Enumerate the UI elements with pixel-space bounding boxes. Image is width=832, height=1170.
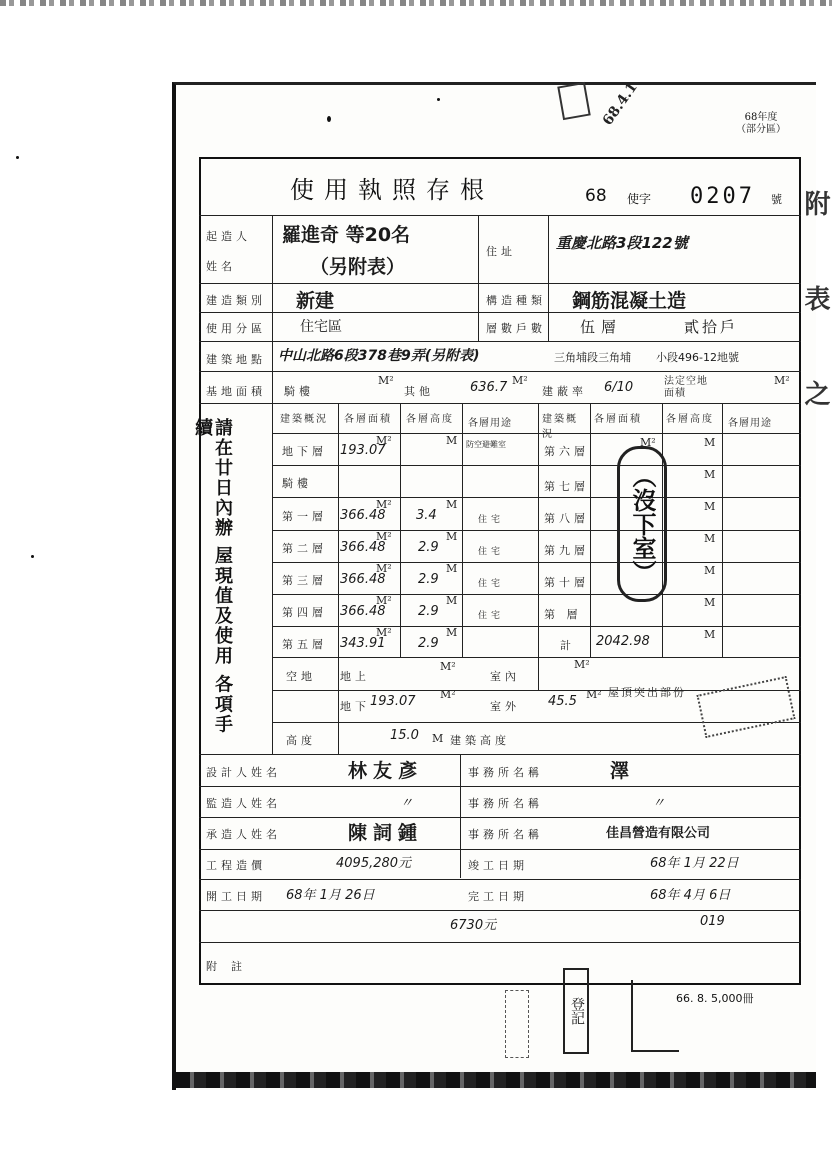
registration-stamp: 登記 bbox=[563, 968, 589, 1054]
diagonal-date-stamp: 68.4.1 bbox=[599, 79, 641, 129]
header-use-right: 各層用途 bbox=[728, 418, 772, 429]
eave-label: 建築高度 bbox=[450, 734, 510, 747]
start-label: 開工日期 bbox=[206, 890, 266, 903]
side-handwritten-note: 請在廿日內辦 屋現值及使用 各項手續 bbox=[192, 418, 233, 735]
name-label: 姓名 bbox=[206, 260, 236, 273]
scan-speck bbox=[327, 116, 331, 122]
corner-stamp bbox=[557, 82, 590, 120]
height-label: 高度 bbox=[286, 734, 316, 747]
unit-label: M² bbox=[376, 498, 392, 511]
roof-label: 屋頂突出部份 bbox=[608, 686, 686, 699]
serial-number: 0207 bbox=[690, 184, 755, 209]
unit-label: M bbox=[446, 530, 458, 543]
location-label: 建築地點 bbox=[206, 353, 266, 366]
address-value: 重慶北路3段122號 bbox=[556, 234, 688, 252]
right-margin-text: 附 表 之 bbox=[800, 190, 830, 437]
building-type-label: 建造類別 bbox=[206, 294, 266, 307]
other-value: 636.7 bbox=[470, 380, 508, 395]
start-value: 68年 1月 26日 bbox=[286, 888, 375, 903]
finish-value: 68年 4月 6日 bbox=[650, 888, 731, 903]
permit-label: 工程造價 bbox=[206, 859, 266, 872]
row-line bbox=[199, 817, 801, 818]
row-line bbox=[199, 849, 801, 850]
row-label-7f: 第七層 bbox=[544, 480, 589, 493]
row-line bbox=[199, 879, 801, 880]
unit-label: M² bbox=[376, 562, 392, 575]
top-right-stamp bbox=[720, 112, 802, 152]
row-line bbox=[199, 215, 801, 216]
row-label-9f: 第九層 bbox=[544, 544, 589, 557]
openspace-label: 空地 bbox=[286, 670, 316, 683]
location-value: 中山北路6段378巷9弄(另附表) bbox=[278, 348, 480, 364]
designer-value: 林友彥 bbox=[348, 760, 424, 782]
contractor-value: 陳詞鍾 bbox=[348, 822, 424, 844]
unit-label: M² bbox=[376, 594, 392, 607]
col-line bbox=[722, 403, 723, 658]
row-area-1f: 366.48 bbox=[340, 508, 386, 523]
underground-label: 地下 bbox=[340, 700, 370, 713]
unit-label: M² bbox=[640, 436, 656, 449]
col-line bbox=[462, 403, 463, 658]
row-line bbox=[199, 312, 801, 313]
col-line bbox=[400, 403, 401, 658]
header-height: 各層高度 bbox=[406, 414, 454, 425]
license-value: 澤 bbox=[610, 760, 630, 782]
scan-speck bbox=[437, 98, 440, 101]
floors-label: 層數戶數 bbox=[486, 322, 546, 335]
row-line bbox=[199, 403, 801, 404]
unit-label: M² bbox=[376, 530, 392, 543]
row-height-4f: 2.9 bbox=[418, 604, 439, 619]
unit-label: M² bbox=[440, 660, 456, 673]
supervisor-ditto: 〃 bbox=[400, 796, 414, 811]
form-title: 使用執照存根 bbox=[290, 176, 494, 204]
row-height-3f: 2.9 bbox=[418, 572, 439, 587]
top-stamp-line2: （部分區） bbox=[736, 124, 786, 135]
row-line bbox=[199, 283, 801, 284]
row-label-8f: 第八層 bbox=[544, 512, 589, 525]
unit-label: M² bbox=[774, 374, 790, 387]
row-use-3f: 住宅 bbox=[478, 579, 505, 589]
location-section: 三角埔段三角埔 bbox=[554, 351, 631, 364]
supervisor-office-label: 事務所名稱 bbox=[468, 797, 543, 810]
underground-value: 193.07 bbox=[370, 694, 416, 709]
fee-note: 019 bbox=[700, 914, 725, 929]
row-use-4f: 住宅 bbox=[478, 611, 505, 621]
aboveground-label: 地上 bbox=[340, 670, 370, 683]
contractor-label: 承造人姓名 bbox=[206, 828, 281, 841]
row-label-basement: 地下層 bbox=[282, 445, 327, 458]
serial-suffix: 號 bbox=[771, 193, 782, 206]
scan-bottom-edge bbox=[176, 1072, 816, 1088]
header-overview-right: 建築概況 bbox=[542, 414, 578, 440]
col-line bbox=[272, 215, 273, 754]
printer-note: 66. 8. 5,000冊 bbox=[676, 992, 754, 1005]
total-value: 2042.98 bbox=[596, 634, 650, 649]
form-notch bbox=[631, 980, 679, 1052]
col-line bbox=[338, 403, 339, 754]
header-area-right: 各層面積 bbox=[594, 414, 642, 425]
col-line bbox=[460, 754, 461, 878]
height-value: 15.0 bbox=[390, 728, 419, 743]
zone-value: 住宅區 bbox=[300, 319, 342, 335]
row-line bbox=[199, 754, 801, 755]
row-line bbox=[199, 341, 801, 342]
row-line bbox=[199, 942, 801, 943]
unit-label: M² bbox=[376, 626, 392, 639]
row-label-2f: 第二層 bbox=[282, 542, 327, 555]
unit-label: M bbox=[446, 434, 458, 447]
row-line bbox=[199, 910, 801, 911]
applicant-label: 起造人 bbox=[206, 230, 251, 243]
row-label-arcade: 騎樓 bbox=[282, 477, 312, 490]
row-line bbox=[199, 371, 801, 372]
row-label-4f: 第四層 bbox=[282, 606, 327, 619]
faint-stamp bbox=[505, 990, 529, 1058]
height-unit: M bbox=[432, 732, 448, 745]
zone-label: 使用分區 bbox=[206, 322, 266, 335]
applicant-value: 羅進奇 等20名 bbox=[282, 224, 411, 246]
col-line bbox=[548, 215, 549, 341]
arcade-label: 騎樓 bbox=[284, 385, 314, 398]
contractor-office-value: 佳昌營造有限公司 bbox=[606, 826, 711, 841]
unit-label: M bbox=[704, 628, 716, 641]
unit-label: M bbox=[446, 498, 458, 511]
unit-label: M bbox=[446, 594, 458, 607]
row-height-2f: 2.9 bbox=[418, 540, 439, 555]
coverage-value: 6/10 bbox=[604, 380, 634, 395]
unit-label: M² bbox=[586, 688, 602, 701]
top-stamp-line1: 68年度 bbox=[744, 112, 778, 123]
designer-label: 設計人姓名 bbox=[206, 766, 281, 779]
units-value: 貳拾戶 bbox=[684, 318, 739, 336]
completion-label: 竣工日期 bbox=[468, 859, 528, 872]
row-label-1f: 第一層 bbox=[282, 510, 327, 523]
unit-label: M bbox=[704, 468, 716, 481]
outdoor-label: 室外 bbox=[490, 700, 520, 713]
other-label: 其他 bbox=[404, 385, 434, 398]
finish-label: 完工日期 bbox=[468, 890, 528, 903]
header-overview: 建築概況 bbox=[280, 414, 328, 425]
row-label-3f: 第三層 bbox=[282, 574, 327, 587]
unit-label: M bbox=[704, 436, 716, 449]
building-type-value: 新建 bbox=[296, 290, 335, 312]
row-area-5f: 343.91 bbox=[340, 636, 386, 651]
header-area: 各層面積 bbox=[344, 414, 392, 425]
address-label: 住址 bbox=[486, 245, 516, 258]
unit-label: M² bbox=[376, 434, 392, 447]
row-line bbox=[199, 786, 801, 787]
supervisor-office-ditto: 〃 bbox=[652, 796, 666, 811]
unit-label: M bbox=[704, 500, 716, 513]
row-use-2f: 住宅 bbox=[478, 547, 505, 557]
floors-value: 伍層 bbox=[580, 318, 623, 336]
indoor-label: 室內 bbox=[490, 670, 520, 683]
contractor-office-label: 事務所名稱 bbox=[468, 828, 543, 841]
serial-prefix: 68 bbox=[585, 186, 607, 206]
unit-label: M bbox=[446, 562, 458, 575]
scan-edge bbox=[0, 0, 832, 6]
license-label: 事務所名稱 bbox=[468, 766, 543, 779]
remarks-label: 附註 bbox=[206, 960, 256, 973]
row-label-10f: 第十層 bbox=[544, 576, 589, 589]
fee-value: 6730元 bbox=[450, 918, 497, 933]
unit-label: M² bbox=[512, 374, 528, 387]
col-line bbox=[590, 403, 591, 658]
underground-stamp: （沒下室） bbox=[617, 446, 667, 602]
structure-value: 鋼筋混凝土造 bbox=[572, 290, 687, 312]
row-label-6f: 第六層 bbox=[544, 445, 589, 458]
col-line bbox=[478, 215, 479, 341]
header-height-right: 各層高度 bbox=[666, 414, 714, 425]
site-area-label: 基地面積 bbox=[206, 385, 266, 398]
outdoor-value: 45.5 bbox=[548, 694, 577, 709]
unit-label: M² bbox=[574, 658, 590, 671]
row-height-1f: 3.4 bbox=[416, 508, 437, 523]
header-use: 各層用途 bbox=[468, 418, 512, 429]
row-use-1f: 住宅 bbox=[478, 515, 505, 525]
total-label: 計 bbox=[560, 639, 575, 652]
unit-label: M bbox=[446, 626, 458, 639]
scan-speck bbox=[16, 156, 19, 159]
legal-open-label: 法定空地面積 bbox=[664, 376, 708, 399]
permit-value: 4095,280元 bbox=[336, 856, 412, 871]
applicant-note: （另附表） bbox=[310, 256, 406, 278]
scan-speck bbox=[31, 555, 34, 558]
unit-label: M bbox=[704, 564, 716, 577]
row-use-basement: 防空避難室 bbox=[466, 440, 506, 449]
supervisor-label: 監造人姓名 bbox=[206, 797, 281, 810]
col-line bbox=[538, 403, 539, 690]
row-area-2f: 366.48 bbox=[340, 540, 386, 555]
unit-label: M bbox=[704, 532, 716, 545]
row-area-basement: 193.07 bbox=[340, 443, 386, 458]
serial-char: 使字 bbox=[627, 192, 652, 206]
row-area-3f: 366.48 bbox=[340, 572, 386, 587]
coverage-label: 建蔽率 bbox=[542, 385, 587, 398]
row-label-5f: 第五層 bbox=[282, 638, 327, 651]
unit-label: M bbox=[704, 596, 716, 609]
row-area-4f: 366.48 bbox=[340, 604, 386, 619]
completion-value: 68年 1月 22日 bbox=[650, 856, 739, 871]
row-label-nf: 第 層 bbox=[544, 608, 582, 621]
unit-label: M² bbox=[440, 688, 456, 701]
row-height-5f: 2.9 bbox=[418, 636, 439, 651]
location-lot: 小段496-12地號 bbox=[656, 351, 739, 364]
structure-label: 構造種類 bbox=[486, 294, 546, 307]
unit-label: M² bbox=[378, 374, 394, 387]
